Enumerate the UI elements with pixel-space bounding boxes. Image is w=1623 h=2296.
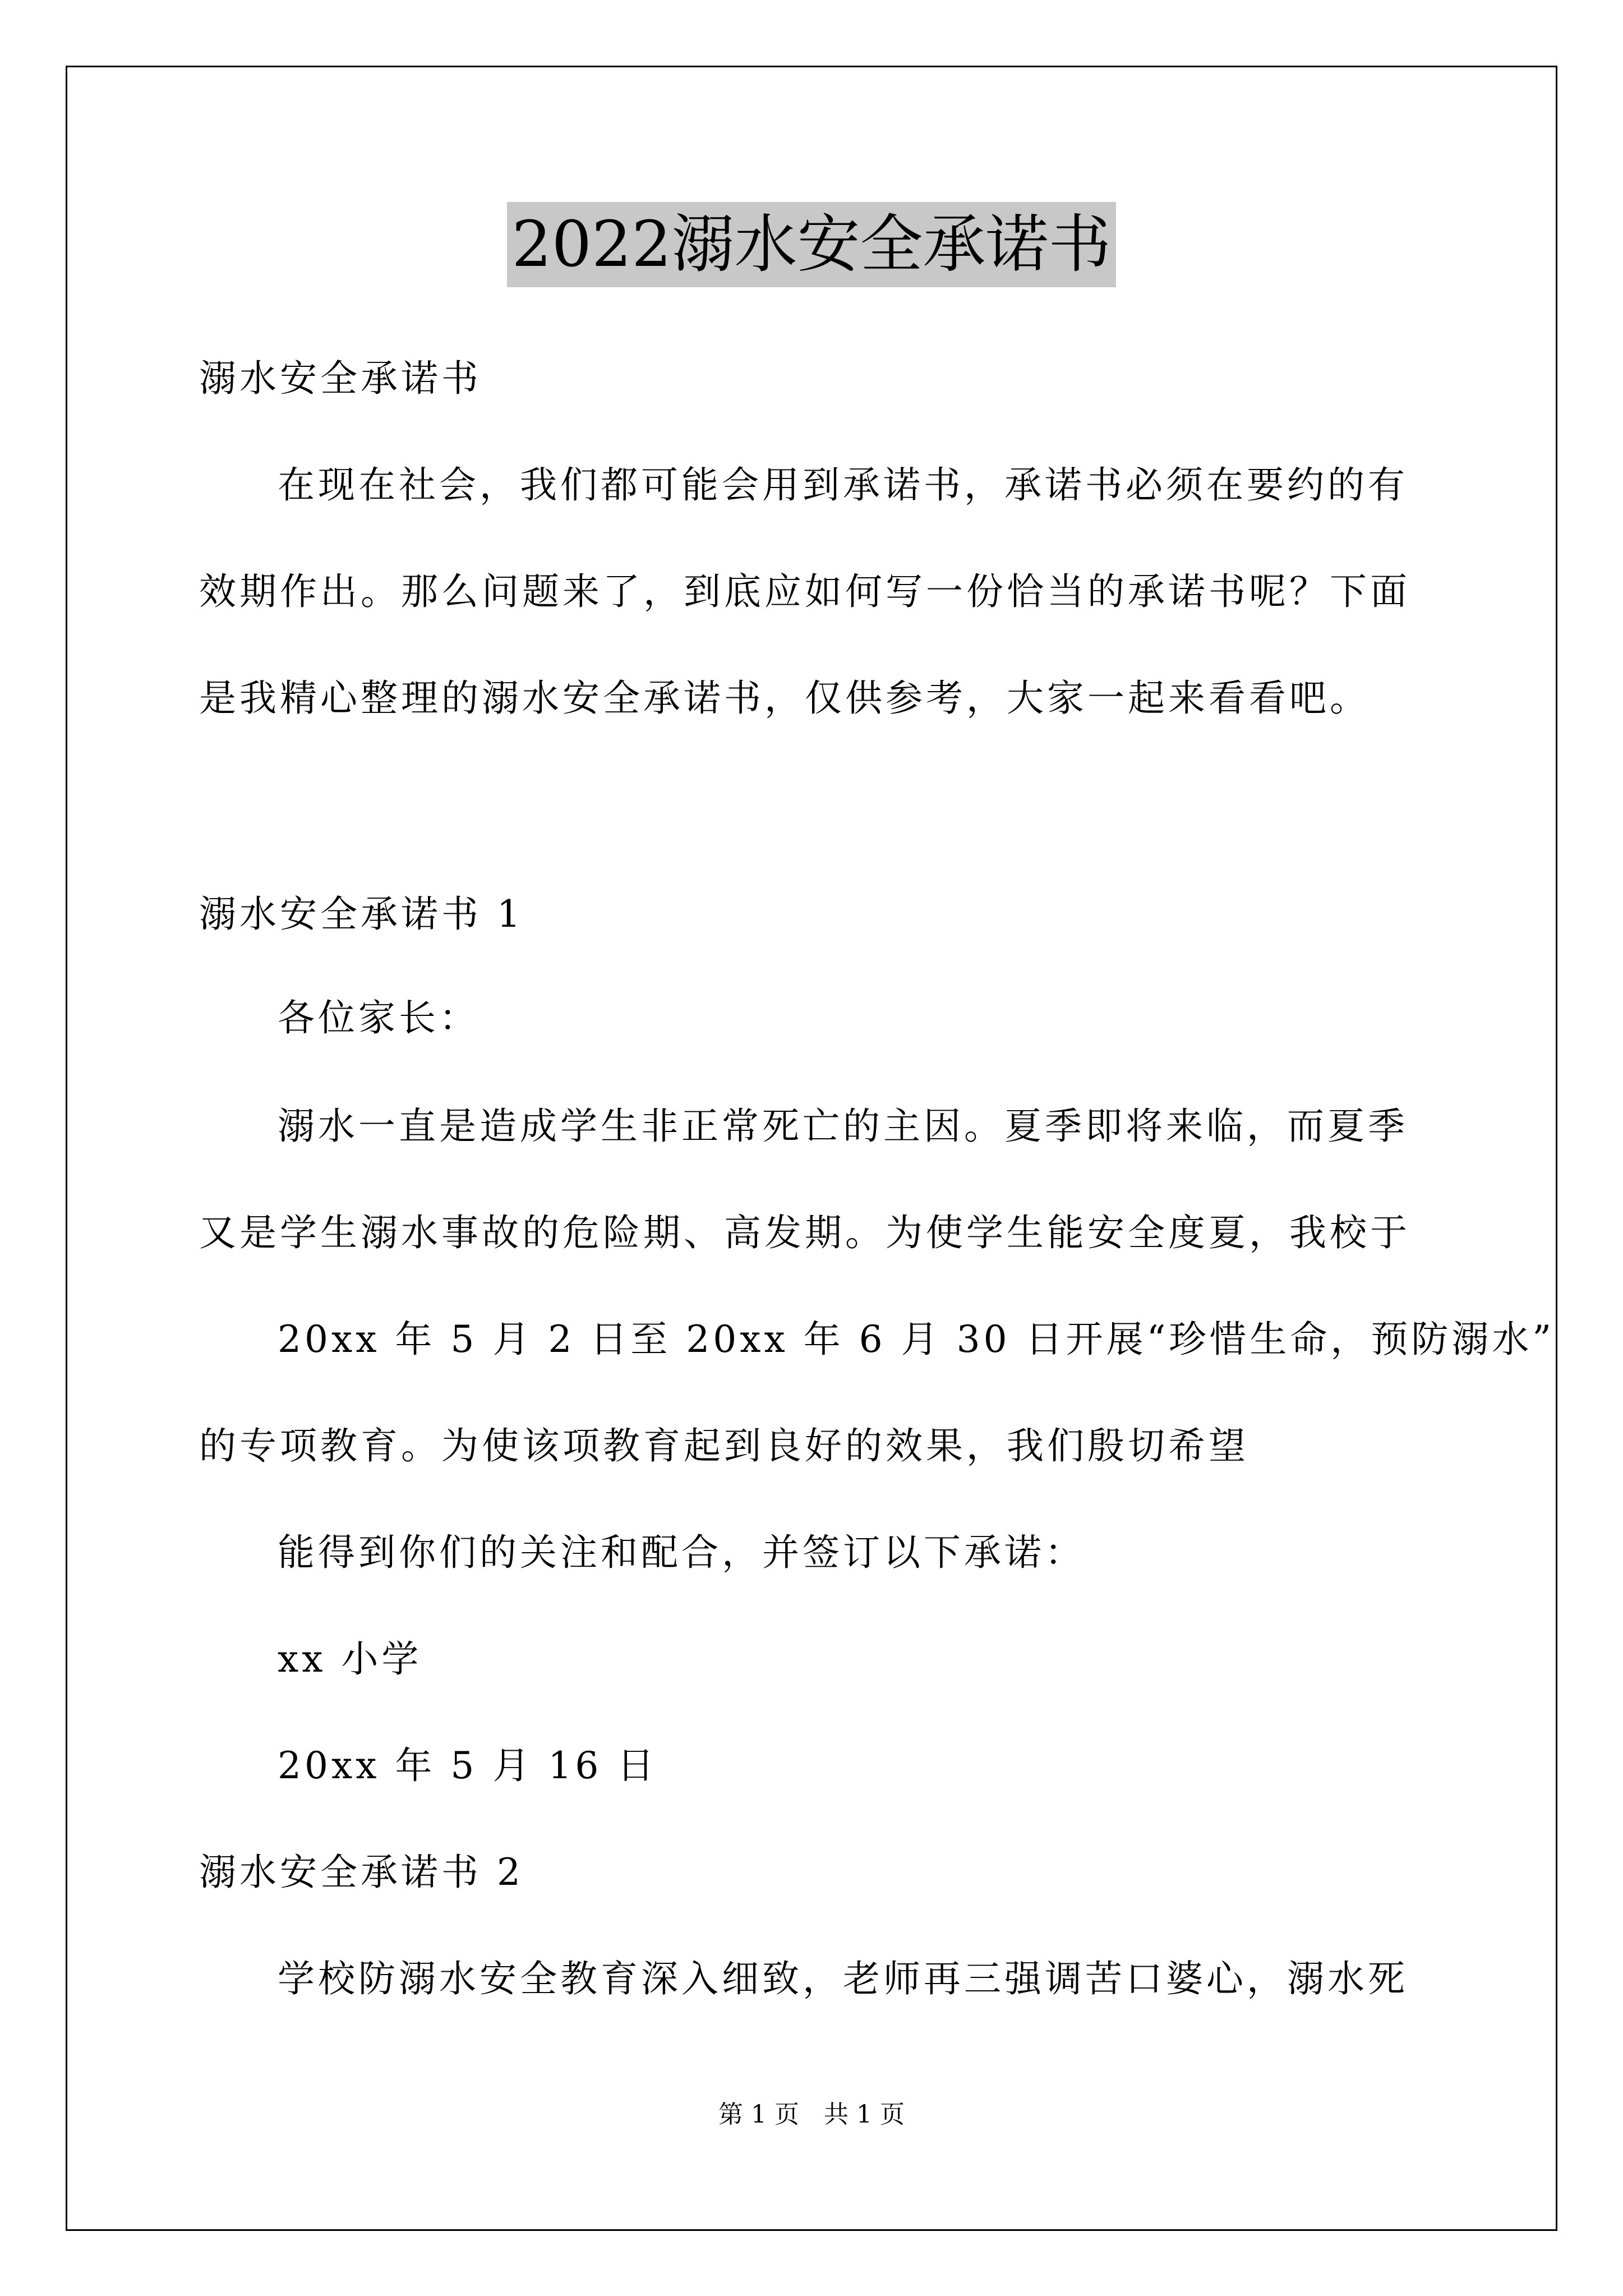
title-wrapper [0,202,1623,287]
section1-body-line-4: 的专项教育。为使该项教育起到良好的效果，我们殷切希望 [199,1424,1249,1467]
section1-heading: 溺水安全承诺书 1 [199,892,524,936]
intro-line-2: 效期作出。那么问题来了，到底应如何写一份恰当的承诺书呢？下面 [199,570,1410,613]
section1-date: 20xx 年 5 月 16 日 [278,1744,658,1787]
section1-body-line-2: 又是学生溺水事故的危险期、高发期。为使学生能安全度夏，我校于 [199,1211,1410,1254]
section1-signer: xx 小学 [278,1637,422,1681]
document-heading: 溺水安全承诺书 [199,357,482,400]
page-footer: 第 1 页 共 1 页 [718,2100,905,2129]
intro-line-1: 在现在社会，我们都可能会用到承诺书，承诺书必须在要约的有 [278,463,1408,507]
document-title: 2022溺水安全承诺书 [507,202,1115,287]
section1-body-line-5: 能得到你们的关注和配合，并签订以下承诺： [278,1531,1085,1574]
section1-body-line-3: 20xx 年 5 月 2 日至 20xx 年 6 月 30 日开展“珍惜生命，预防溺水” [278,1318,1555,1361]
intro-line-3: 是我精心整理的溺水安全承诺书，仅供参考，大家一起来看看吧。 [199,677,1370,720]
section2-heading: 溺水安全承诺书 2 [199,1851,524,1894]
section1-body-line-1: 溺水一直是造成学生非正常死亡的主因。夏季即将来临，而夏季 [278,1105,1408,1148]
section2-body-line-1: 学校防溺水安全教育深入细致，老师再三强调苦口婆心，溺水死 [278,1957,1408,2000]
section1-greeting: 各位家长： [278,996,479,1039]
